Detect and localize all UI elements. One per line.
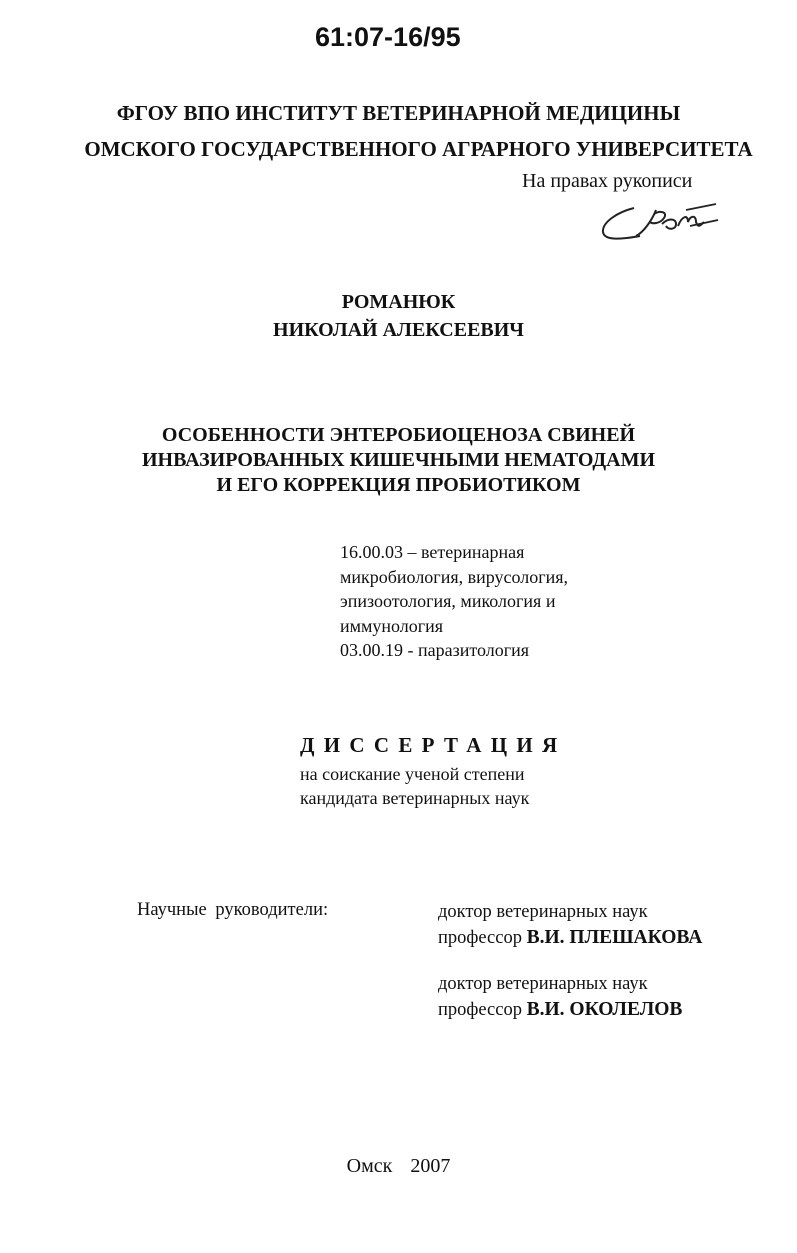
specialty-line: эпизоотология, микология и xyxy=(340,591,556,611)
author-name: НИКОЛАЙ АЛЕКСЕЕВИЧ xyxy=(273,319,524,341)
degree-block xyxy=(300,762,529,810)
author-block xyxy=(0,288,797,344)
specialty-line: 03.00.19 - паразитология xyxy=(340,640,530,660)
title-line-2: ИНВАЗИРОВАННЫХ КИШЕЧНЫМИ НЕМАТОДАМИ xyxy=(141,449,656,471)
specialty-line: иммунология xyxy=(340,615,444,636)
dissertation-title xyxy=(0,423,797,498)
supervisor-name: В.И. ПЛЕШАКОВА xyxy=(526,927,703,948)
supervisor-degree: доктор ветеринарных наук xyxy=(438,974,648,994)
city-year: Омск 2007 xyxy=(346,1155,451,1177)
author-surname: РОМАНЮК xyxy=(341,291,456,313)
specialties-block xyxy=(340,540,568,663)
manuscript-rights-note: На правах рукописи xyxy=(522,170,693,192)
degree-line-2: кандидата ветеринарных наук xyxy=(300,788,530,808)
supervisor-1 xyxy=(438,900,702,951)
title-line-1: ОСОБЕННОСТИ ЭНТЕРОБИОЦЕНОЗА СВИНЕЙ xyxy=(161,424,636,446)
supervisor-rank: профессор xyxy=(438,928,522,948)
institution-line-1: ФГОУ ВПО ИНСТИТУТ ВЕТЕРИНАРНОЙ МЕДИЦИНЫ xyxy=(116,101,681,125)
supervisor-name: В.И. ОКОЛЕЛОВ xyxy=(526,999,683,1020)
degree-line-1: на соискание ученой степени xyxy=(300,764,525,784)
specialty-line: микробиология, вирусология, xyxy=(340,566,569,587)
supervisor-rank-name xyxy=(438,925,702,951)
supervisor-rank: профессор xyxy=(438,1000,522,1020)
dissertation-heading: ДИССЕРТАЦИЯ xyxy=(300,733,567,757)
catalog-code: 61:07-16/95 xyxy=(315,22,461,52)
supervisor-2 xyxy=(438,972,682,1023)
supervisor-degree: доктор ветеринарных наук xyxy=(438,902,648,922)
signature-icon xyxy=(596,202,722,248)
institution-line-2: ОМСКОГО ГОСУДАРСТВЕННОГО АГРАРНОГО УНИВЕРСИТЕТА xyxy=(84,137,753,161)
supervisors-label: Научные руководители: xyxy=(137,900,329,920)
supervisor-rank-name xyxy=(438,997,682,1023)
specialty-line: 16.00.03 – ветеринарная xyxy=(340,542,525,562)
title-line-3: И ЕГО КОРРЕКЦИЯ ПРОБИОТИКОМ xyxy=(216,474,581,496)
